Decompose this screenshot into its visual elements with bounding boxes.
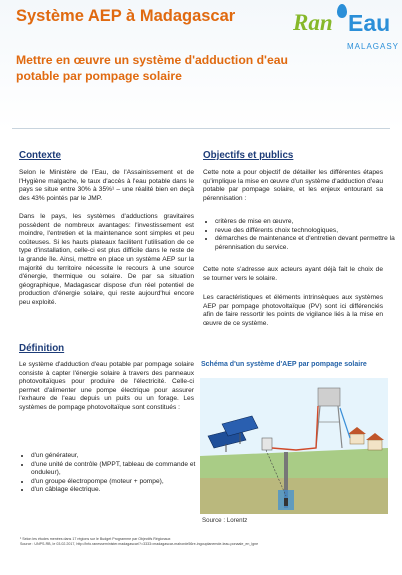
list-item: • critères de mise en œuvre, — [215, 218, 395, 227]
logo-subtitle: MALAGASY — [347, 42, 400, 51]
footnote — [20, 537, 390, 547]
objectifs-list — [203, 218, 395, 252]
footnote-line-2: Source : UNPS-RB, le 03.02.2017, http://info.ranesseminister.madagascar/?=3333=madagascar-mahorde56re-ingouplanemde-leau-ponaale_en_lgne — [20, 542, 259, 546]
figure-title: Schéma d'un système d'AEP par pompage solaire — [201, 361, 367, 368]
contexte-heading: Contexte — [19, 150, 61, 161]
definition-paragraph: Le système d'adduction d'eau potable par pompage solaire consiste à capter l'énergie solaire à travers des panneaux photovoltaïques pour produire de l'électricité. Celle-ci permet d'alimenter une pompe électrique pour assurer l'exhaure de l'eau depuis un puits ou un forage. Les systèmes de pompage photovoltaïque sont constitués : — [19, 361, 194, 411]
contexte-paragraph-2: Dans le pays, les systèmes d'adductions gravitaires possèdent de nombreux avantages: l'investissement est moindre, l'entretien et la maintenance sont simples et peu coûteuses. Si les hauts plateaux facilitent l'utilisation de ce type d'installation, celle-ci est plus difficile dans le reste de la grande île. Ainsi, mettre en place un système AEP sur la majorité du territoire nécessite le recours à une source d'énergie, thermique ou solaire. De par sa situation géographique, Madagascar dispose d'un réel potentiel de production d'énergie solaire, qui reste aujourd'hui encore peu exploité. — [19, 213, 194, 306]
objectifs-paragraph-3: Les caractéristiques et éléments intrinsèques aux systèmes AEP par pompage photovoltaïque (PV) sont ici différenciés afin de faire ressortir les points de vigilance liés à la mise en œuvre de ce système. — [203, 294, 383, 327]
controller-box — [262, 438, 272, 450]
raneau-logo — [293, 4, 399, 60]
page-subtitle: Mettre en œuvre un système d'adduction d'eau potable par pompage solaire — [16, 53, 288, 83]
logo-ran-text: Ran — [293, 10, 333, 35]
logo-eau-text: Eau — [348, 10, 391, 36]
list-item: • d'un générateur, — [31, 452, 199, 461]
objectifs-heading: Objectifs et publics — [203, 150, 294, 161]
header-divider — [12, 128, 390, 129]
objectifs-paragraph-1: Cette note a pour objectif de détailler les différentes étapes qu'implique la mise en œuvre d'un système d'adduction d'eau potable par pompage solaire, et les enjeux entourant sa pérennisation : — [203, 169, 383, 202]
definition-list — [19, 452, 199, 495]
list-item: • d'un câblage électrique. — [31, 486, 199, 495]
solar-pumping-diagram — [200, 378, 388, 514]
water-drop-icon — [337, 4, 347, 18]
pump — [284, 498, 288, 506]
list-item: • démarches de maintenance et d'entretien devant permettre la pérennisation du service. — [215, 235, 395, 252]
contexte-paragraph-1: Selon le Ministère de l'Eau, de l'Assainissement et de l'Hygiène malgache, le taux d'accès à l'eau potable dans le pays se situe entre 30% à 35%¹ – une réalité bien en deçà des 43% pointés par le JMP. — [19, 169, 194, 202]
list-item: • d'une unité de contrôle (MPPT, tableau de commande et onduleur), — [31, 461, 199, 478]
footnote-line-1: ¹ Selon les études menées dans 17 régions sur le Budget Programme par Objectifs Régionaux — [20, 537, 171, 541]
figure-source: Source : Lorentz — [202, 517, 248, 524]
list-item: • d'un groupe électropompe (moteur + pompe), — [31, 478, 199, 487]
list-item: • revue des différents choix technologiques, — [215, 227, 395, 236]
definition-heading: Définition — [19, 343, 65, 354]
page-title: Système AEP à Madagascar — [16, 7, 236, 25]
objectifs-paragraph-2: Cette note s'adresse aux acteurs ayant déjà fait le choix de se tourner vers le solaire. — [203, 266, 383, 282]
